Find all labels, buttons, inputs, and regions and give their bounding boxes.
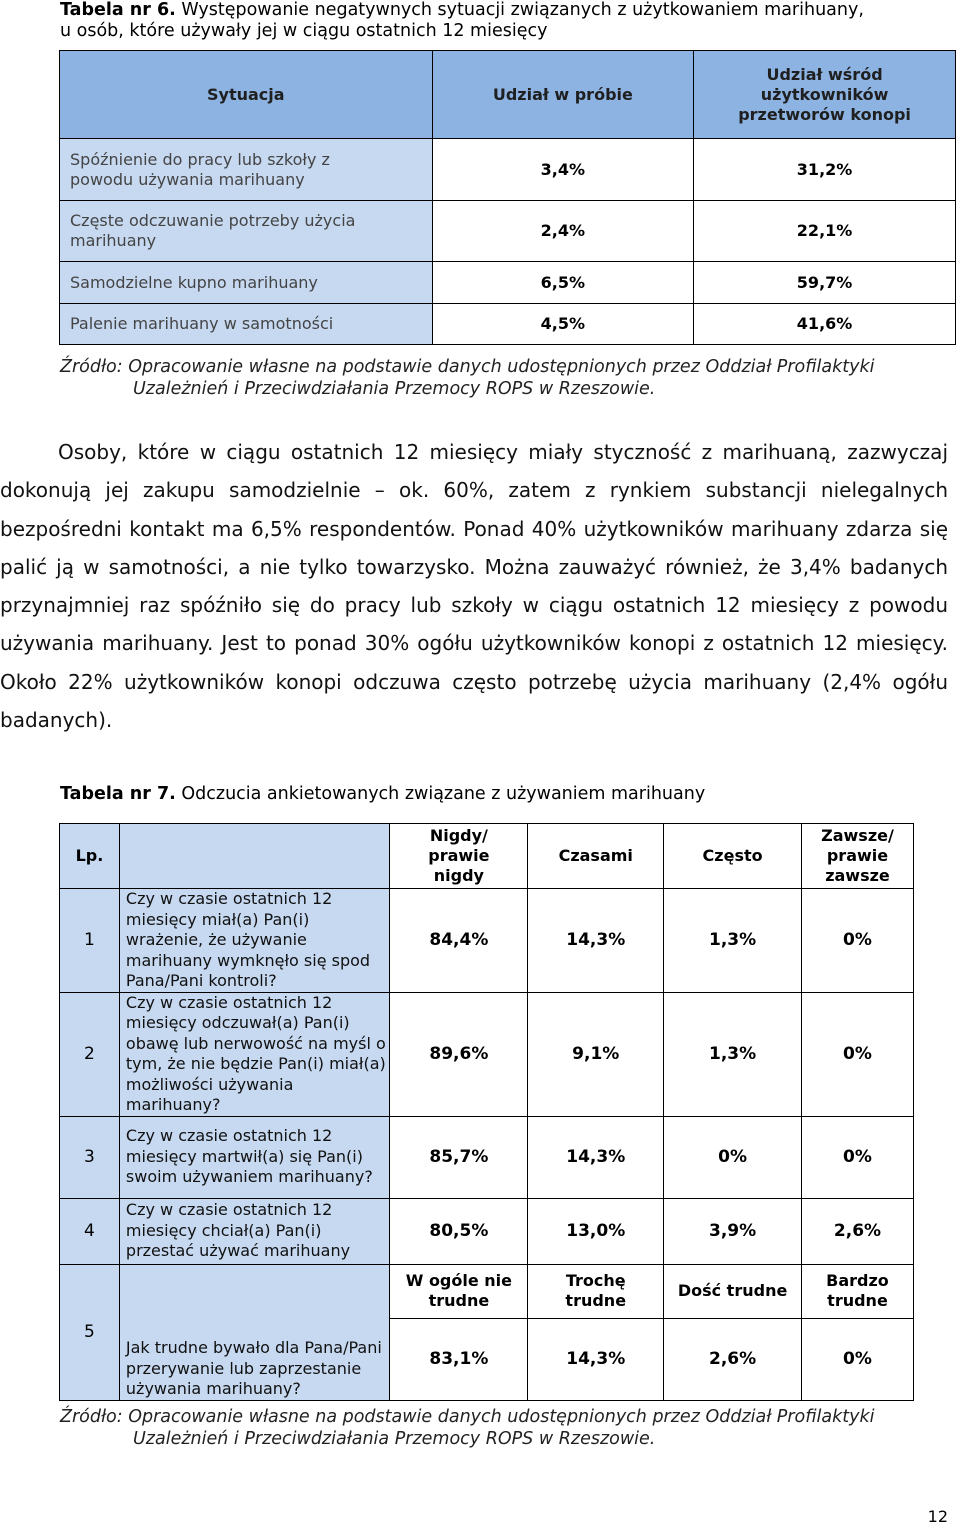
table7-row3-lp: 3 bbox=[60, 1116, 120, 1198]
table6-title-line2: u osób, które używały jej w ciągu ostatnich 12 miesięcy bbox=[60, 21, 548, 41]
body-paragraph bbox=[0, 433, 948, 739]
table7-row4-never: 80,5% bbox=[390, 1198, 528, 1264]
table7-row4-lp: 4 bbox=[60, 1198, 120, 1264]
table7-header-often: Często bbox=[664, 824, 802, 889]
table7-row1-lp: 1 bbox=[60, 889, 120, 993]
table6-row3-sample: 6,5% bbox=[432, 262, 694, 304]
table7-header-never: Nigdy/ prawie nigdy bbox=[390, 824, 528, 889]
table6-row1-sample: 3,4% bbox=[432, 139, 694, 201]
table7-row5-sometimes: 14,3% bbox=[528, 1318, 664, 1400]
page-number: 12 bbox=[927, 1507, 948, 1526]
table6-row3-situation: Samodzielne kupno marihuany bbox=[60, 262, 433, 304]
table7-subheader-not-difficult: W ogóle nie trudne bbox=[390, 1264, 528, 1318]
table6-header-situation: Sytuacja bbox=[60, 51, 433, 139]
table7-row1-often: 1,3% bbox=[664, 889, 802, 993]
body-paragraph-text: Osoby, które w ciągu ostatnich 12 miesięcy miały styczność z marihuaną, zazwyczaj dokonują jej zakupu samodzielnie – ok. 60%, zatem z rynkiem substancji nielegalnych bezpośredni kontakt ma 6,5% respondentów. Ponad 40% użytkowników marihuany zdarza się palić ją w samotności, a nie tylko towarzysko. Można zauważyć również, że 3,4% badanych przynajmniej raz spóźniło się do pracy lub szkoły w ciągu ostatnich 12 miesięcy z powodu używania marihuany. Jest to ponad 30% ogółu użytkowników konopi z ostatnich 12 miesięcy. Około 22% użytkowników konopi odczuwa często potrzebę użycia marihuany (2,4% ogółu badanych). bbox=[0, 440, 948, 733]
table7-row2-sometimes: 9,1% bbox=[528, 992, 664, 1116]
table6-row4-users: 41,6% bbox=[694, 304, 956, 345]
table7-source-line1: Źródło: Opracowanie własne na podstawie danych udostępnionych przez Oddział Profilaktyki bbox=[60, 1407, 875, 1427]
table7-subheader-slightly-difficult: Trochę trudne bbox=[528, 1264, 664, 1318]
table7-row3-never: 85,7% bbox=[390, 1116, 528, 1198]
table6-row2-sample: 2,4% bbox=[432, 201, 694, 262]
table6-row2-users: 22,1% bbox=[694, 201, 956, 262]
table7-row3-often: 0% bbox=[664, 1116, 802, 1198]
table7-header-question bbox=[119, 824, 390, 889]
table7-row4-sometimes: 13,0% bbox=[528, 1198, 664, 1264]
table6-row3-users: 59,7% bbox=[694, 262, 956, 304]
table6-source-line1: Źródło: Opracowanie własne na podstawie danych udostępnionych przez Oddział Profilaktyki bbox=[60, 357, 875, 377]
table7-row2-lp: 2 bbox=[60, 992, 120, 1116]
table7-row3-question: Czy w czasie ostatnich 12 miesięcy martwił(a) się Pan(i) swoim używaniem marihuany? bbox=[119, 1116, 390, 1198]
table7-row3-always: 0% bbox=[801, 1116, 913, 1198]
table6-caption bbox=[60, 0, 864, 42]
table7-header-sometimes: Czasami bbox=[528, 824, 664, 889]
table7-header-lp: Lp. bbox=[60, 824, 120, 889]
table7-header-always: Zawsze/ prawie zawsze bbox=[801, 824, 913, 889]
table6-row1-users: 31,2% bbox=[694, 139, 956, 201]
table7-row2-question: Czy w czasie ostatnich 12 miesięcy odczuwał(a) Pan(i) obawę lub nerwowość na myśl o tym, że nie będzie Pan(i) miał(a) możliwości używania marihuany? bbox=[119, 992, 390, 1116]
table7-row1-sometimes: 14,3% bbox=[528, 889, 664, 993]
table7-source bbox=[60, 1406, 875, 1450]
table7-source-line2: Uzależnień i Przeciwdziałania Przemocy ROPS w Rzeszowie. bbox=[133, 1429, 656, 1449]
table7-row5-always: 0% bbox=[801, 1318, 913, 1400]
table6-source-line2: Uzależnień i Przeciwdziałania Przemocy ROPS w Rzeszowie. bbox=[133, 379, 656, 399]
table7-row1-question: Czy w czasie ostatnich 12 miesięcy miał(a) Pan(i) wrażenie, że używanie marihuany wymknęło się spod Pana/Pani kontroli? bbox=[119, 889, 390, 993]
table7-subheader-fairly-difficult: Dość trudne bbox=[664, 1264, 802, 1318]
table6-header-users: Udział wśród użytkowników przetworów konopi bbox=[694, 51, 956, 139]
table6-label: Tabela nr 6. bbox=[60, 0, 176, 20]
table7-caption bbox=[60, 784, 705, 805]
table7-row2-often: 1,3% bbox=[664, 992, 802, 1116]
table6-row4-sample: 4,5% bbox=[432, 304, 694, 345]
table7-row4-often: 3,9% bbox=[664, 1198, 802, 1264]
table7-row1-always: 0% bbox=[801, 889, 913, 993]
table7-row5-question: Jak trudne bywało dla Pana/Pani przerywanie lub zaprzestanie używania marihuany? bbox=[119, 1264, 390, 1400]
table7-row5-never: 83,1% bbox=[390, 1318, 528, 1400]
table7-label: Tabela nr 7. bbox=[60, 784, 176, 804]
table7 bbox=[59, 823, 914, 1401]
table6 bbox=[59, 50, 956, 345]
table7-row2-always: 0% bbox=[801, 992, 913, 1116]
table7-row2-never: 89,6% bbox=[390, 992, 528, 1116]
table7-row5-lp: 5 bbox=[60, 1264, 120, 1400]
table6-title-line1: Występowanie negatywnych sytuacji związanych z użytkowaniem marihuany, bbox=[181, 0, 864, 20]
table6-row4-situation: Palenie marihuany w samotności bbox=[60, 304, 433, 345]
table7-row4-always: 2,6% bbox=[801, 1198, 913, 1264]
table7-row4-question: Czy w czasie ostatnich 12 miesięcy chciał(a) Pan(i) przestać używać marihuany bbox=[119, 1198, 390, 1264]
table7-subheader-very-difficult: Bardzo trudne bbox=[801, 1264, 913, 1318]
table6-source bbox=[60, 356, 875, 400]
table7-row3-sometimes: 14,3% bbox=[528, 1116, 664, 1198]
table6-row1-situation: Spóźnienie do pracy lub szkoły z powodu używania marihuany bbox=[60, 139, 433, 201]
table7-row5-often: 2,6% bbox=[664, 1318, 802, 1400]
table6-row2-situation: Częste odczuwanie potrzeby użycia marihuany bbox=[60, 201, 433, 262]
table7-row1-never: 84,4% bbox=[390, 889, 528, 993]
table7-title: Odczucia ankietowanych związane z używaniem marihuany bbox=[181, 784, 706, 804]
table6-header-sample: Udział w próbie bbox=[432, 51, 694, 139]
